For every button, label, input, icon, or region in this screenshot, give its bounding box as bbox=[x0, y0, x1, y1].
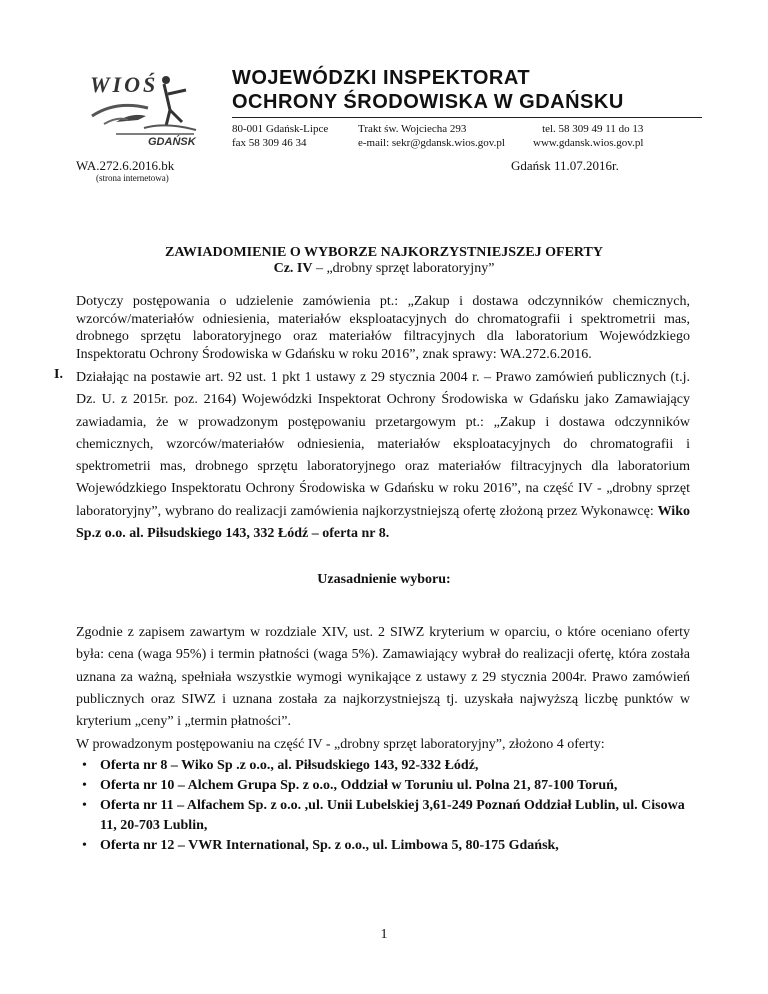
section-body bbox=[76, 367, 690, 545]
offer-text: Oferta nr 12 – VWR International, Sp. z o.o., ul. Limbowa 5, 80-175 Gdańsk, bbox=[100, 838, 559, 853]
list-item bbox=[76, 836, 696, 856]
street-block bbox=[358, 122, 505, 150]
address-line: 80-001 Gdańsk-Lipce bbox=[232, 123, 329, 135]
address-block bbox=[232, 122, 328, 150]
document-subtitle bbox=[0, 261, 768, 277]
org-name-line2: OCHRONY ŚRODOWISKA W GDAŃSKU bbox=[232, 91, 624, 113]
page-number: 1 bbox=[380, 927, 388, 942]
offer-text: Oferta nr 11 – Alfachem Sp. z o.o. ,ul. Unii Lubelskiej 3,61-249 Poznań Oddział Lublin, ul. Cisowa 11, 20-703 Lublin, bbox=[100, 798, 685, 833]
part-label: Cz. IV bbox=[273, 261, 313, 276]
section-number: I. bbox=[54, 367, 63, 382]
part-name: – „drobny sprzęt laboratoryjny” bbox=[312, 261, 495, 276]
winner-text: Wiko Sp.z o.o. al. Piłsudskiego 143, 332 Łódź – oferta nr 8. bbox=[76, 503, 690, 542]
offers-list bbox=[76, 756, 696, 856]
list-item bbox=[76, 776, 696, 796]
website-line: www.gdansk.wios.gov.pl bbox=[533, 137, 644, 149]
justification-paragraph: Zgodnie z zapisem zawartym w rozdziale XIV, ust. 2 SIWZ kryterium w oparciu, o które oceniano oferty była: cena (waga 95%) i termin płatności (waga 5%). Zamawiający wybrał do realizacji ofertę, która została uznana za ważną, spełniała wszystkie wymogi wynikające z ustawy z 29 stycznia 2004r. Prawo zamówień publicznych oraz SIWZ i uznana została za najkorzystniejszą tj. uzyskała najwyższą liczbę punktów w kryterium „ceny” i „termin płatności”. bbox=[76, 625, 690, 730]
organization-name bbox=[232, 66, 702, 114]
offer-text: Oferta nr 10 – Alchem Grupa Sp. z o.o., Oddział w Toruniu ul. Polna 21, 87-100 Toruń, bbox=[100, 778, 618, 793]
section-text: Działając na postawie art. 92 ust. 1 pkt 1 ustawy z 29 stycznia 2004 r. – Prawo zamówień publicznych (t.j. Dz. U. z 2015r. poz. 2164) Wojewódzki Inspektorat Ochrony Środowiska w Gdańsku jako Zamawiający zawiadamia, że w prowadzonym postępowaniu przetargowym pt.: „Zakup i dostawa odczynników chemicznych, wzorców/materiałów odniesienia, materiałów eksploatacyjnych do chromatografii i spektrometrii mas, drobnego sprzętu laboratoryjnego oraz materiałów filtracyjnych dla laboratorium Wojewódzkiego Inspektoratu Ochrony Środowiska w Gdańsku w roku 2016”, na część IV - „drobny sprzęt laboratoryjny”, wybrano do realizacji zamówienia najkorzystniejszą ofertę złożoną przez Wykonawcę: bbox=[76, 370, 690, 519]
reference-note: (strona internetowa) bbox=[96, 173, 169, 183]
list-item bbox=[76, 756, 696, 776]
street-line: Trakt św. Wojciecha 293 bbox=[358, 123, 467, 135]
email-line: e-mail: sekr@gdansk.wios.gov.pl bbox=[358, 137, 505, 149]
offer-text: Oferta nr 8 – Wiko Sp .z o.o., al. Piłsudskiego 143, 92-332 Łódź, bbox=[100, 758, 479, 773]
reference-number: WA.272.6.2016.bk bbox=[76, 158, 175, 173]
document-date: Gdańsk 11.07.2016r. bbox=[511, 158, 619, 173]
wios-logo bbox=[86, 64, 208, 148]
letterhead-divider bbox=[232, 117, 702, 118]
intro-paragraph: Dotyczy postępowania o udzielenie zamówienia pt.: „Zakup i dostawa odczynników chemicznych, wzorców/materiałów odniesienia, materiałów eksploatacyjnych do chromatografii i spektrometrii mas, drobnego sprzętu laboratoryjnego oraz materiałów filtracyjnych dla laboratorium Wojewódzkiego Inspektoratu Ochrony Środowiska w Gdańsku w roku 2016”, znak sprawy: WA.272.6.2016. bbox=[76, 294, 690, 362]
justification-heading: Uzasadnienie wyboru: bbox=[317, 572, 451, 587]
bullet-icon: • bbox=[82, 758, 87, 773]
phone-line: tel. 58 309 49 11 do 13 bbox=[542, 123, 644, 135]
list-item bbox=[76, 796, 696, 836]
bullet-icon: • bbox=[82, 838, 87, 853]
phone-block bbox=[533, 122, 643, 150]
logo-city: GDAŃSK bbox=[148, 136, 196, 148]
bullet-icon: • bbox=[82, 778, 87, 793]
logo-wordmark: WIOŚ bbox=[90, 72, 159, 97]
org-name-line1: WOJEWÓDZKI INSPEKTORAT bbox=[232, 67, 531, 89]
fax-line: fax 58 309 46 34 bbox=[232, 137, 307, 149]
bullet-icon: • bbox=[82, 798, 87, 813]
document-title: ZAWIADOMIENIE O WYBORZE NAJKORZYSTNIEJSZEJ OFERTY bbox=[165, 245, 603, 260]
offers-intro: W prowadzonym postępowaniu na część IV - „drobny sprzęt laboratoryjny”, złożono 4 oferty: bbox=[76, 737, 605, 752]
